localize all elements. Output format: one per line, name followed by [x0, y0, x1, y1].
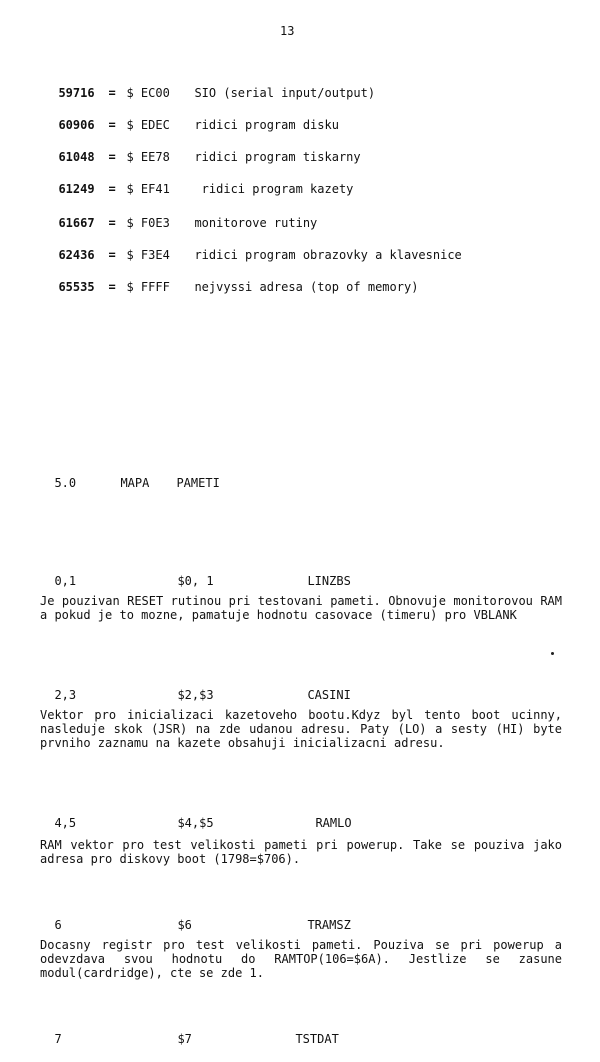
entry-location: 4,5 [54, 816, 77, 830]
entry-location: 0,1 [54, 574, 77, 588]
address-hex: $ FFFF [126, 280, 170, 294]
equals-sign: = [108, 150, 116, 164]
address-decimal: 61048 [58, 150, 95, 164]
entry-location: 7 [54, 1032, 62, 1046]
address-row [44, 72, 375, 100]
entry-description: Vektor pro inicializaci kazetoveho bootu.Kdyz byl tento boot ucinny, nasleduje skok (JSR) na zde udanou adresu. Paty (LO) a sesty (HI) byte prvniho zaznamu na kazete obsahuji inicializacni adresu. [40, 708, 562, 750]
entry-header [40, 904, 351, 932]
address-hex: $ EE78 [126, 150, 170, 164]
equals-sign: = [108, 216, 116, 230]
address-decimal: 61667 [58, 216, 95, 230]
section-number: 5.0 [54, 476, 77, 490]
address-description: ridici program kazety [194, 182, 354, 196]
entry-header [40, 560, 351, 588]
entry-description: RAM vektor pro test velikosti pameti pri powerup. Take se pouziva jako adresa pro diskovy boot (1798=$706). [40, 838, 562, 866]
address-hex: $ EC00 [126, 86, 170, 100]
address-decimal: 65535 [58, 280, 95, 294]
entry-location: 2,3 [54, 688, 77, 702]
entry-header [40, 802, 352, 830]
address-decimal: 59716 [58, 86, 95, 100]
entry-description: Docasny registr pro test velikosti pameti. Pouziva se pri powerup a odevzdava svou hodnotu do RAMTOP(106=$6A). Jestlize se zasune modul(cardridge), cte se zde 1. [40, 938, 562, 980]
address-row [44, 266, 418, 294]
address-description: ridici program disku [194, 118, 339, 132]
entry-hex: $6 [177, 918, 192, 932]
address-hex: $ EF41 [126, 182, 170, 196]
entry-hex: $0, 1 [177, 574, 214, 588]
section-heading [40, 462, 220, 490]
section-title-word: MAPA [120, 476, 150, 490]
address-row [44, 136, 361, 164]
entry-label: CASINI [307, 688, 351, 702]
address-decimal: 62436 [58, 248, 95, 262]
address-description: monitorove rutiny [194, 216, 318, 230]
address-decimal: 60906 [58, 118, 95, 132]
entry-hex: $4,$5 [177, 816, 214, 830]
entry-location: 6 [54, 918, 62, 932]
equals-sign: = [108, 182, 116, 196]
address-row [44, 168, 353, 196]
entry-description: Je pouzivan RESET rutinou pri testovani pameti. Obnovuje monitorovou RAM a pokud je to mozne, pamatuje hodnotu casovace (timeru) pro VBLANK [40, 594, 562, 622]
address-description: ridici program tiskarny [194, 150, 361, 164]
address-description: nejvyssi adresa (top of memory) [194, 280, 419, 294]
address-row [44, 202, 317, 230]
address-row [44, 104, 339, 132]
entry-label: RAMLO [315, 816, 352, 830]
entry-label: LINZBS [307, 574, 351, 588]
address-description: SIO (serial input/output) [194, 86, 376, 100]
address-row [44, 234, 462, 262]
entry-hex: $2,$3 [177, 688, 214, 702]
address-hex: $ EDEC [126, 118, 170, 132]
entry-label: TSTDAT [295, 1032, 339, 1046]
page-number: 13 [280, 24, 295, 38]
entry-label: TRAMSZ [307, 918, 351, 932]
section-title-word: PAMETI [176, 476, 220, 490]
address-description: ridici program obrazovky a klavesnice [194, 248, 462, 262]
equals-sign: = [108, 86, 116, 100]
scan-speck [551, 652, 554, 655]
entry-hex: $7 [177, 1032, 192, 1046]
address-decimal: 61249 [58, 182, 95, 196]
entry-header [40, 1018, 339, 1046]
equals-sign: = [108, 248, 116, 262]
entry-header [40, 674, 351, 702]
equals-sign: = [108, 280, 116, 294]
equals-sign: = [108, 118, 116, 132]
address-hex: $ F3E4 [126, 248, 170, 262]
address-hex: $ F0E3 [126, 216, 170, 230]
